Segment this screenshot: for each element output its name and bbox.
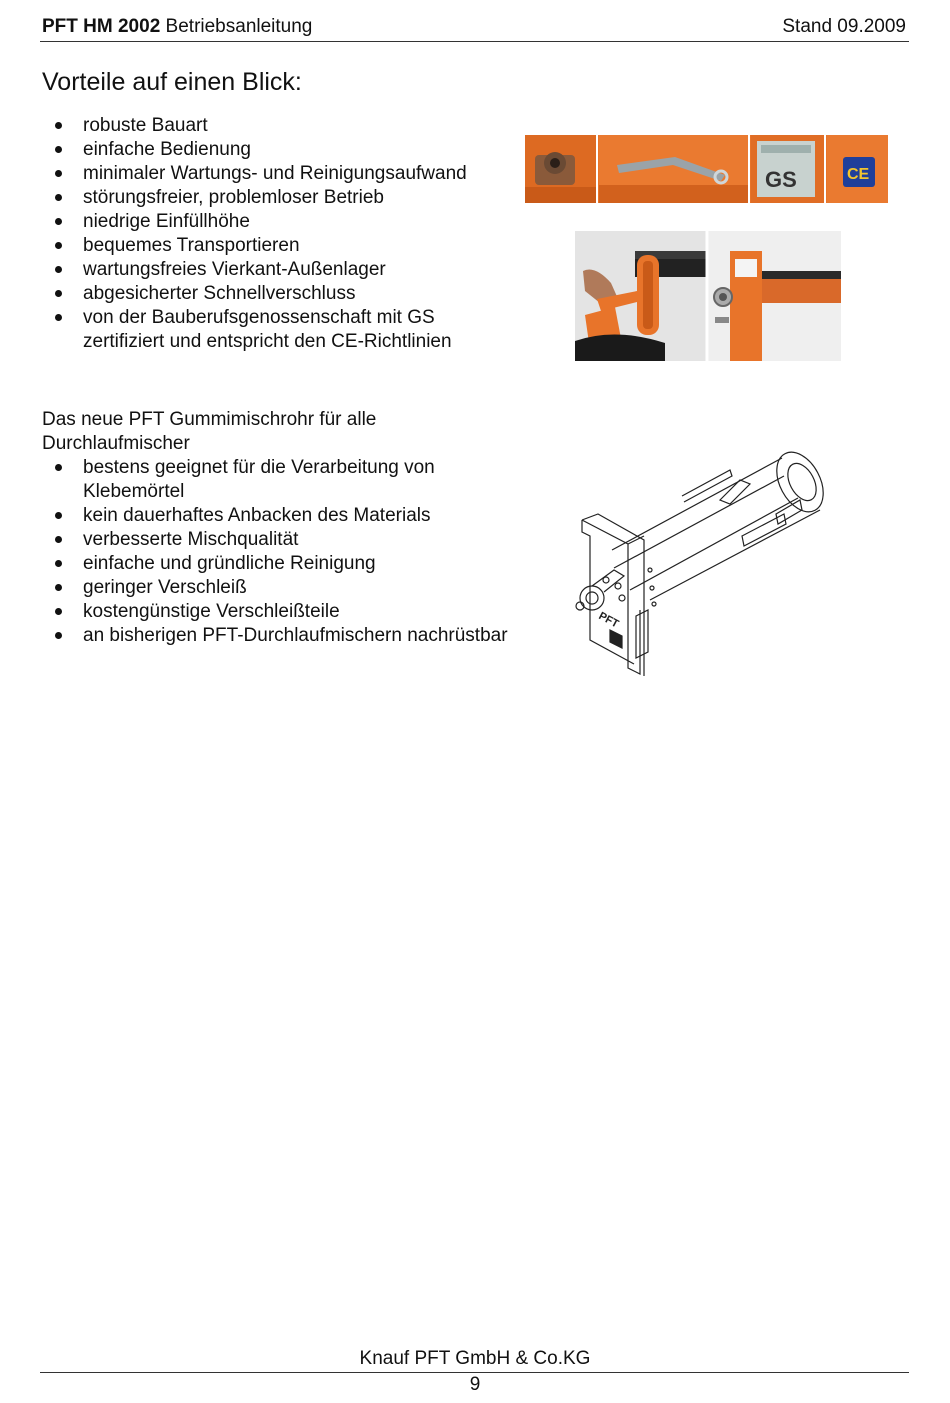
mixing-tube-intro: Das neue PFT Gummimischrohr für alle Durchlaufmischer: [42, 409, 377, 454]
list-item: bestens geeignet für die Verarbeitung von Klebemörtel: [42, 456, 512, 504]
footer-company: Knauf PFT GmbH & Co.KG: [359, 1348, 591, 1369]
list-item: geringer Verschleiß: [42, 576, 512, 600]
list-item: abgesicherter Schnellverschluss: [42, 282, 512, 306]
list-item: an bisherigen PFT-Durchlaufmischern nachrüstbar: [42, 624, 512, 648]
mixing-tube-features-list: [42, 456, 512, 648]
footer-rule: [40, 1372, 909, 1373]
list-item: störungsfreier, problemloser Betrieb: [42, 186, 512, 210]
list-item: einfache Bedienung: [42, 138, 512, 162]
header-date: Stand 09.2009: [782, 16, 906, 37]
photo-strip-image: [525, 135, 888, 203]
header-rule: [40, 41, 909, 42]
page-number: 9: [469, 1374, 481, 1395]
page-header: [42, 16, 908, 40]
list-item: niedrige Einfüllhöhe: [42, 210, 512, 234]
product-name: PFT HM 2002: [42, 16, 161, 37]
header-left: [42, 16, 312, 38]
list-item: robuste Bauart: [42, 114, 512, 138]
ce-mark: CE: [847, 166, 870, 183]
mixing-tube-drawing: [570, 440, 840, 676]
coupling-photos-image: [575, 231, 841, 361]
coupling-photos: [575, 231, 841, 361]
list-item: einfache und gründliche Reinigung: [42, 552, 512, 576]
advantages-list: [42, 114, 512, 354]
list-item: bequemes Transportieren: [42, 234, 512, 258]
doc-type: Betriebsanleitung: [165, 16, 313, 37]
section-title: Vorteile auf einen Blick:: [42, 68, 302, 96]
product-photo-strip: [525, 135, 888, 203]
gs-mark: GS: [765, 167, 797, 192]
list-item: wartungsfreies Vierkant-Außenlager: [42, 258, 512, 282]
list-item: kein dauerhaftes Anbacken des Materials: [42, 504, 512, 528]
list-item: kostengünstige Verschleißteile: [42, 600, 512, 624]
list-item: verbesserte Mischqualität: [42, 528, 512, 552]
drawing-brand: PFT: [596, 610, 621, 631]
list-item: von der Bauberufsgenossenschaft mit GS zertifiziert und entspricht den CE-Richtlinien: [42, 306, 512, 354]
list-item: minimaler Wartungs- und Reinigungsaufwand: [42, 162, 512, 186]
mixing-tube-drawing-image: [570, 440, 840, 676]
